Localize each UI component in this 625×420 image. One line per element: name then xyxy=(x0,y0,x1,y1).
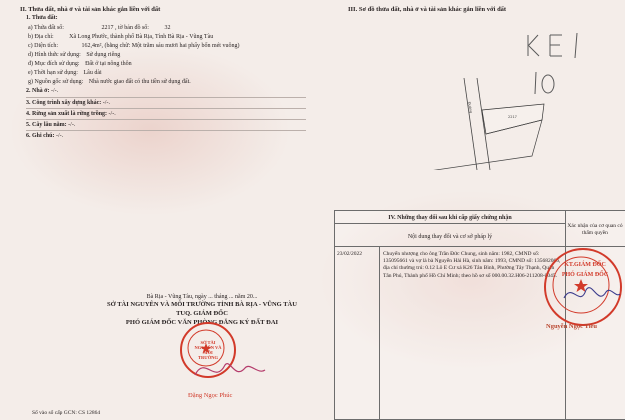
column-header-content: Nội dung thay đổi và cơ sở pháp lý xyxy=(407,234,493,240)
land-title: 1. Thửa đất: xyxy=(26,15,58,21)
other-item-5: 6. Ghi chú: -/-. xyxy=(26,133,64,139)
land-item-2: b) Địa chỉ: Xã Long Phước, thành phố Bà Rịa, Tỉnh Bà Rịa - Vũng Tàu xyxy=(28,34,214,40)
land-item-3: c) Diện tích: 162,4m², (bằng chữ: Một trăm sáu mươi hai phẩy bốn mét vuông) xyxy=(28,43,240,49)
other-item-2: 3. Công trình xây dựng khác: -/-. xyxy=(26,100,110,106)
other-item-3: 4. Rừng sản xuất là rừng trồng: -/-. xyxy=(26,111,116,117)
stamp-role-deputy: PHÓ GIÁM ĐỐC xyxy=(561,272,609,278)
stamp-role-director: KT.GIÁM ĐỐC xyxy=(564,262,606,268)
signer-name-right: Nguyễn Ngọc Tiếu xyxy=(546,323,598,330)
land-item-4: d) Hình thức sử dụng: Sử dụng riêng xyxy=(28,52,121,58)
change-description: Chuyển nhượng cho ông Trần Đức Chung, sinh năm: 1982, CMND số: 135095661 và vợ là bà Nguyễn Hải Hà, sinh năm: 1993, CMND số: 135682066, địa chỉ thường trú: 0.12 Lô E Cư xá K26 Tân Bình, Phường Tây Thạnh, Quận Tân Phú, Thành phố Hồ Chí Minh; theo hồ sơ số 000.00.32.H06-211208-0045. xyxy=(383,251,561,279)
deputy-director-title: PHÓ GIÁM ĐỐC VĂN PHÒNG ĐĂNG KÝ ĐẤT ĐAI xyxy=(125,319,279,326)
signature-date: Bà Rịa - Vũng Tàu, ngày ... tháng ... năm 20... xyxy=(146,294,258,300)
land-item-6: e) Thời hạn sử dụng: Lâu dài xyxy=(28,70,102,76)
changes-title: IV. Những thay đổi sau khi cấp giấy chứng nhận xyxy=(388,215,512,221)
section-title-left: II. Thửa đất, nhà ở và tài sản khác gắn liền với đất xyxy=(20,6,161,13)
signature-scribble-right xyxy=(562,278,622,312)
section-title-right: III. Sơ đồ thửa đất, nhà ở và tài sản khác gắn liền với đất xyxy=(348,6,507,13)
signer-name-left: Đặng Ngọc Phúc xyxy=(188,392,233,399)
stamp-text: SỞ TÀI NGUYÊN VÀ MÔI TRƯỜNG xyxy=(194,340,222,360)
authorization-line: TUQ. GIÁM ĐỐC xyxy=(176,310,228,317)
other-item-1: 2. Nhà ở: -/-. xyxy=(26,88,59,94)
land-item-7: g) Nguồn gốc sử dụng: Nhà nước giao đất có thu tiền sử dụng đất. xyxy=(28,79,191,85)
column-header-confirmation: Xác nhận của cơ quan có thẩm quyền xyxy=(567,223,623,236)
signature-scribble-left xyxy=(190,350,270,390)
left-panel xyxy=(0,0,312,420)
issuing-org: SỞ TÀI NGUYÊN VÀ MÔI TRƯỜNG TỈNH BÀ RỊA - VŨNG TÀU xyxy=(107,301,297,308)
svg-text:2217: 2217 xyxy=(508,115,517,119)
change-date: 23/02/2022 xyxy=(337,251,363,257)
land-item-5: đ) Mục đích sử dụng: Đất ở tại nông thôn xyxy=(28,61,132,67)
certificate-registry-number: Số vào sổ cấp GCN: CS 12864 xyxy=(32,410,101,416)
other-item-4: 5. Cây lâu năm: -/-. xyxy=(26,122,76,128)
land-plot-sketch xyxy=(382,60,552,170)
right-panel xyxy=(312,0,625,420)
svg-text:Đường: Đường xyxy=(467,101,473,114)
land-item-1: a) Thửa đất số: 2217 , tờ bản đồ số: 32 xyxy=(28,25,171,31)
